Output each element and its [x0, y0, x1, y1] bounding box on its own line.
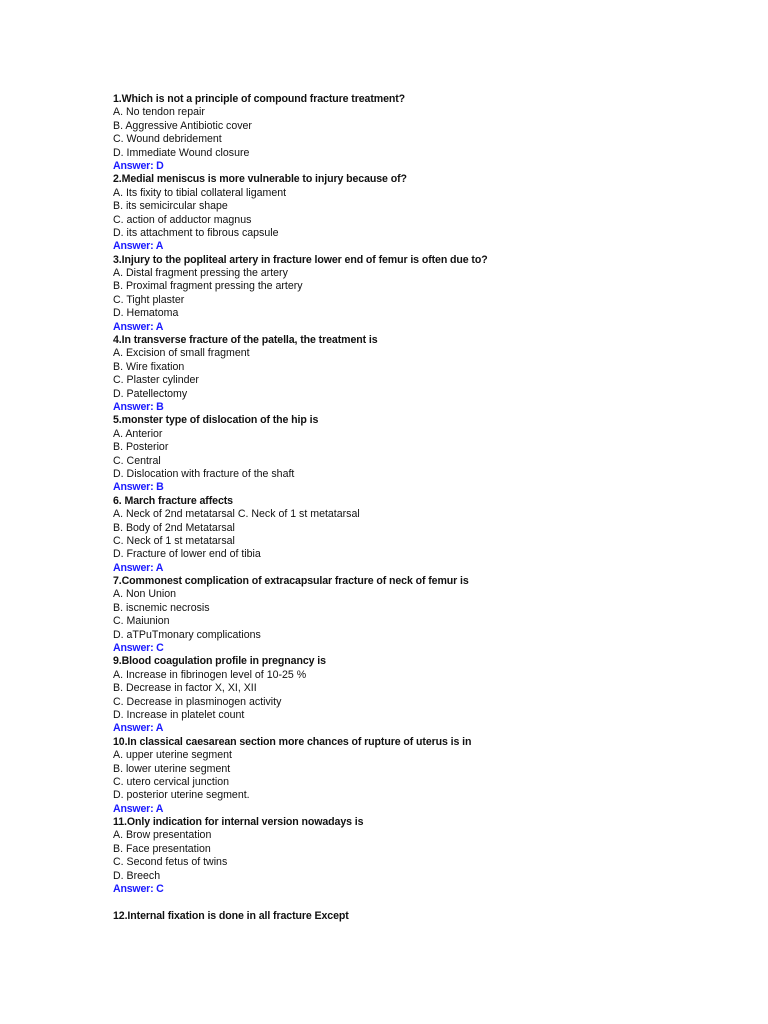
answer-option: D. posterior uterine segment.	[113, 789, 250, 802]
answer-option: C. Second fetus of twins	[113, 856, 228, 869]
answer-option: A. Anterior	[113, 427, 163, 440]
answer-option: B. Proximal fragment pressing the artery	[113, 280, 303, 293]
answer-option: D. Immediate Wound closure	[113, 146, 250, 159]
correct-answer: Answer: C	[113, 642, 164, 655]
answer-option: A. upper uterine segment	[113, 749, 232, 762]
answer-option: C. Neck of 1 st metatarsal	[113, 534, 235, 547]
question-text: 10.In classical caesarean section more chances of rupture of uterus is in	[113, 735, 472, 748]
question-text: 11.Only indication for internal version nowadays is	[113, 816, 364, 829]
question-block	[113, 254, 713, 334]
answer-option: A. Brow presentation	[113, 829, 212, 842]
answer-option: B. Aggressive Antibiotic cover	[113, 119, 252, 132]
question-text: 12.Internal fixation is done in all fracture Except	[113, 909, 349, 922]
question-block	[113, 655, 713, 735]
answer-option: D. Dislocation with fracture of the shaft	[113, 467, 295, 480]
correct-answer: Answer: A	[113, 802, 164, 815]
answer-option: D. Patellectomy	[113, 387, 188, 400]
question-document	[113, 93, 713, 923]
answer-option: D. Fracture of lower end of tibia	[113, 548, 261, 561]
answer-option: C. Plaster cylinder	[113, 374, 199, 387]
answer-option: D. its attachment to fibrous capsule	[113, 226, 279, 239]
correct-answer: Answer: A	[113, 561, 164, 574]
answer-option: C. action of adductor magnus	[113, 213, 252, 226]
question-text: 3.Injury to the popliteal artery in fracture lower end of femur is often due to?	[113, 253, 488, 266]
question-block	[113, 414, 713, 494]
answer-option: C. Tight plaster	[113, 293, 185, 306]
answer-option: A. Excision of small fragment	[113, 347, 250, 360]
correct-answer: Answer: B	[113, 400, 164, 413]
answer-option: D. aTPuTmonary complications	[113, 628, 261, 641]
question-block	[113, 736, 713, 816]
correct-answer: Answer: A	[113, 722, 164, 735]
question-text: 9.Blood coagulation profile in pregnancy is	[113, 655, 326, 668]
answer-option: A. Its fixity to tibial collateral ligament	[113, 186, 287, 199]
question-text: 6. March fracture affects	[113, 494, 233, 507]
answer-option: C. Maiunion	[113, 615, 170, 628]
answer-option: C. Decrease in plasminogen activity	[113, 695, 282, 708]
answer-option: D. Hematoma	[113, 307, 179, 320]
answer-option: B. lower uterine segment	[113, 762, 231, 775]
answer-option: D. Increase in platelet count	[113, 708, 245, 721]
question-text: 5.monster type of dislocation of the hip is	[113, 414, 319, 427]
answer-option: B. iscnemic necrosis	[113, 601, 210, 614]
spacer	[113, 896, 713, 909]
answer-option: B. Body of 2nd Metatarsal	[113, 521, 235, 534]
correct-answer: Answer: A	[113, 320, 164, 333]
answer-option: B. Decrease in factor X, XI, XII	[113, 682, 257, 695]
question-block	[113, 816, 713, 896]
question-block	[113, 575, 713, 655]
correct-answer: Answer: A	[113, 240, 164, 253]
answer-option: B. Face presentation	[113, 842, 211, 855]
question-block	[113, 495, 713, 575]
question-text: 2.Medial meniscus is more vulnerable to injury because of?	[113, 173, 407, 186]
correct-answer: Answer: D	[113, 159, 164, 172]
answer-option: C. Wound debridement	[113, 133, 222, 146]
question-block	[113, 334, 713, 414]
question-block	[113, 173, 713, 253]
answer-option: C. Central	[113, 454, 161, 467]
answer-option: A. Increase in fibrinogen level of 10-25 %	[113, 668, 307, 681]
answer-option: A. Neck of 2nd metatarsal C. Neck of 1 st metatarsal	[113, 508, 360, 521]
question-text: 4.In transverse fracture of the patella, the treatment is	[113, 334, 378, 347]
answer-option: A. Non Union	[113, 588, 177, 601]
answer-option: B. its semicircular shape	[113, 200, 228, 213]
question-text: 7.Commonest complication of extracapsular fracture of neck of femur is	[113, 575, 469, 588]
answer-option: D. Breech	[113, 869, 161, 882]
question-block	[113, 93, 713, 173]
answer-option: A. No tendon repair	[113, 106, 205, 119]
answer-option: B. Wire fixation	[113, 360, 185, 373]
correct-answer: Answer: B	[113, 481, 164, 494]
answer-option: C. utero cervical junction	[113, 775, 229, 788]
answer-option: A. Distal fragment pressing the artery	[113, 267, 288, 280]
question-text: 1.Which is not a principle of compound fracture treatment?	[113, 93, 406, 105]
correct-answer: Answer: C	[113, 883, 164, 896]
answer-option: B. Posterior	[113, 441, 169, 454]
